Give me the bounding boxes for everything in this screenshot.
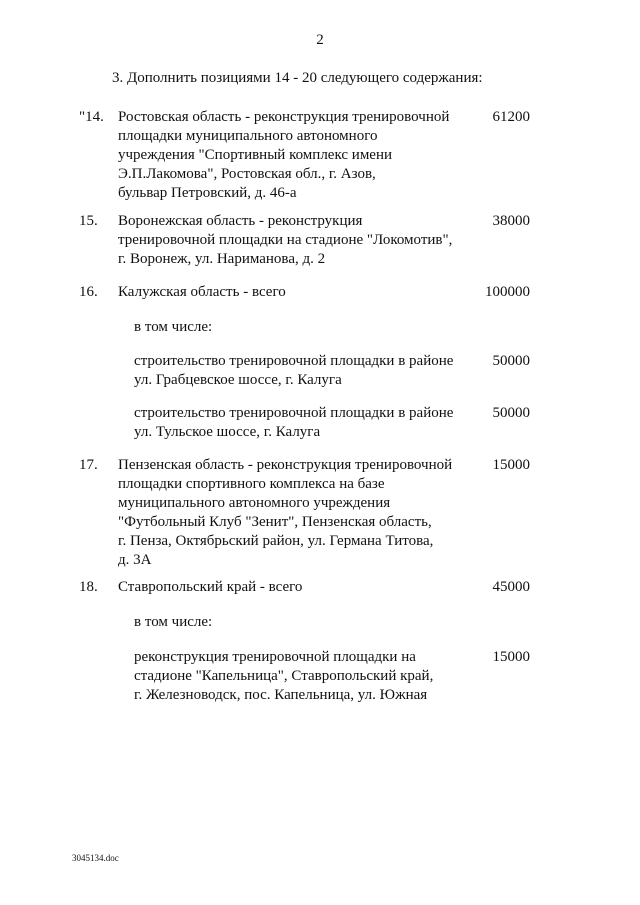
item-subheading: в том числе: xyxy=(134,319,213,335)
item-number: 15. xyxy=(79,213,98,229)
item-amount: 15000 xyxy=(492,457,530,473)
item-amount: 15000 xyxy=(492,649,530,665)
item-text: строительство тренировочной площадки в районе ул. Тульское шоссе, г. Калуга xyxy=(134,405,454,440)
item-text: реконструкция тренировочной площадки на стадионе "Капельница", Ставропольский край, г. Железноводск, пос. Капельница, ул. Южная xyxy=(134,649,434,703)
item-number: 17. xyxy=(79,457,98,473)
section-intro: 3. Дополнить позициями 14 - 20 следующего содержания: xyxy=(112,70,483,86)
document-filename: 3045134.doc xyxy=(72,853,119,863)
page-number: 2 xyxy=(316,32,324,48)
item-text: Калужская область - всего xyxy=(118,284,286,300)
item-number: "14. xyxy=(79,109,104,125)
item-text: Воронежская область - реконструкция тренировочной площадки на стадионе "Локомотив", г. Воронеж, ул. Нариманова, д. 2 xyxy=(118,213,453,267)
item-amount: 50000 xyxy=(492,353,530,369)
item-amount: 38000 xyxy=(492,213,530,229)
item-text: Пензенская область - реконструкция тренировочной площадки спортивного комплекса на базе муниципального автономного учреждения "Футбольный Клуб "Зенит", Пензенская область, г. Пенза, Октябрьский район, ул. Германа Титова, д. 3А xyxy=(118,457,453,568)
item-amount: 61200 xyxy=(492,109,530,125)
item-number: 16. xyxy=(79,284,98,300)
item-subheading: в том числе: xyxy=(134,614,213,630)
item-text: Ставропольский край - всего xyxy=(118,579,303,595)
item-amount: 50000 xyxy=(492,405,530,421)
item-amount: 100000 xyxy=(485,284,530,300)
item-text: строительство тренировочной площадки в районе ул. Грабцевское шоссе, г. Калуга xyxy=(134,353,454,388)
item-text: Ростовская область - реконструкция тренировочной площадки муниципального автономного учреждения "Спортивный комплекс имени Э.П.Лакомова", Ростовская обл., г. Азов, бульвар Петровский, д. 46-а xyxy=(118,109,450,201)
item-amount: 45000 xyxy=(492,579,530,595)
item-number: 18. xyxy=(79,579,98,595)
